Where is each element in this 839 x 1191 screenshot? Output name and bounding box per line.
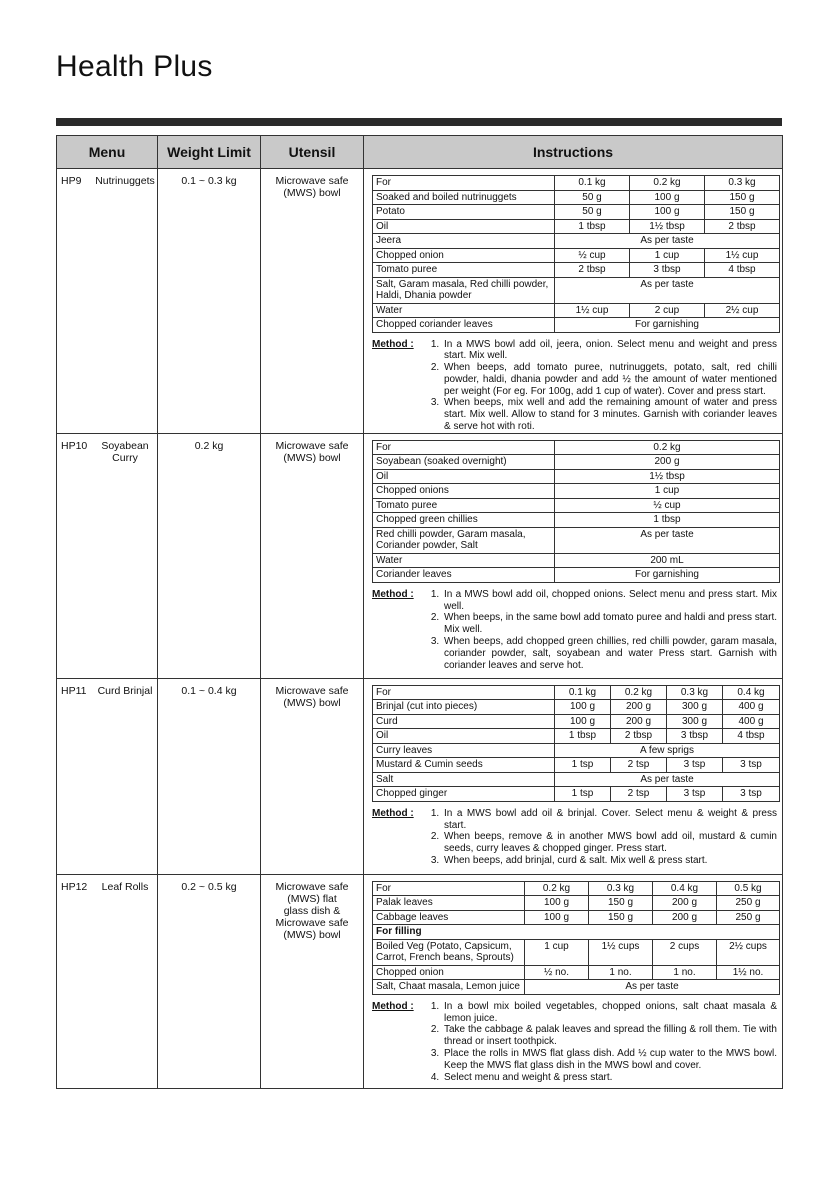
- ingredient-row: [373, 881, 780, 896]
- ingredient-amount: 3 tbsp: [630, 263, 705, 278]
- recipe-utensil: Microwave safe (MWS) bowl: [261, 678, 364, 874]
- ingredient-amount: 4 tbsp: [723, 729, 780, 744]
- ingredient-amount: 150 g: [705, 190, 780, 205]
- ingredient-amount: 1½ cup: [705, 248, 780, 263]
- recipe-code: HP12: [61, 880, 88, 893]
- header-weight-limit: Weight Limit: [158, 136, 261, 169]
- ingredient-name: For filling: [373, 925, 780, 940]
- ingredient-amount: 1 tbsp: [555, 729, 611, 744]
- ingredient-amount: 0.3 kg: [667, 685, 723, 700]
- ingredient-name: Soaked and boiled nutrinuggets: [373, 190, 555, 205]
- ingredient-row: [373, 910, 780, 925]
- ingredient-amount: 100 g: [525, 896, 589, 911]
- ingredient-amount: 3 tsp: [723, 758, 780, 773]
- ingredient-row: [373, 498, 780, 513]
- recipe-name: Nutrinuggets: [95, 175, 155, 187]
- recipe-utensil: Microwave safe (MWS) bowl: [261, 433, 364, 678]
- ingredient-amount: 1 tsp: [555, 758, 611, 773]
- method-steps: [424, 339, 777, 433]
- ingredient-row: [373, 925, 780, 940]
- ingredient-row: [373, 568, 780, 583]
- ingredient-amount: 250 g: [717, 910, 780, 925]
- method-section: [372, 1001, 777, 1084]
- ingredient-row: [373, 469, 780, 484]
- ingredient-amount: For garnishing: [555, 568, 780, 583]
- ingredient-name: Oil: [373, 469, 555, 484]
- ingredient-row: [373, 787, 780, 802]
- ingredient-row: [373, 896, 780, 911]
- ingredient-table: [372, 440, 780, 583]
- recipe-table: [56, 135, 783, 1089]
- method-step: 2. When beeps, remove & in another MWS bowl add oil, mustard & cumin seeds, curry leaves & chopped ginger. Press start.: [442, 831, 777, 855]
- ingredient-amount: 1½ tbsp: [630, 219, 705, 234]
- ingredient-table: [372, 685, 780, 802]
- recipe-name: Curd Brinjal: [97, 684, 153, 697]
- recipe-row: [57, 169, 783, 434]
- ingredient-row: [373, 248, 780, 263]
- ingredient-amount: ½ cup: [555, 248, 630, 263]
- ingredient-table: [372, 881, 780, 995]
- ingredient-amount: ½ no.: [525, 965, 589, 980]
- method-section: [372, 589, 777, 672]
- ingredient-amount: 2½ cups: [717, 939, 780, 965]
- ingredient-amount: 1½ cup: [555, 303, 630, 318]
- ingredient-name: Coriander leaves: [373, 568, 555, 583]
- ingredient-name: For: [373, 440, 555, 455]
- ingredient-name: Cabbage leaves: [373, 910, 525, 925]
- recipe-menu-cell: [57, 678, 158, 874]
- ingredient-amount: 0.1 kg: [555, 176, 630, 191]
- ingredient-amount: As per taste: [555, 277, 780, 303]
- ingredient-amount: A few sprigs: [555, 743, 780, 758]
- ingredient-row: [373, 277, 780, 303]
- recipe-instructions: [364, 433, 783, 678]
- ingredient-amount: 1 cup: [525, 939, 589, 965]
- ingredient-amount: 1 tbsp: [555, 219, 630, 234]
- recipe-row: [57, 678, 783, 874]
- ingredient-amount: 3 tbsp: [667, 729, 723, 744]
- ingredient-amount: 0.4 kg: [723, 685, 780, 700]
- ingredient-row: [373, 685, 780, 700]
- method-step: 2. When beeps, in the same bowl add tomato puree and haldi and press start. Mix well.: [442, 612, 777, 636]
- ingredient-row: [373, 318, 780, 333]
- ingredient-row: [373, 743, 780, 758]
- ingredient-name: Tomato puree: [373, 263, 555, 278]
- ingredient-amount: 0.2 kg: [611, 685, 667, 700]
- ingredient-row: [373, 714, 780, 729]
- recipe-weight-limit: 0.2 kg: [158, 433, 261, 678]
- recipe-row: [57, 433, 783, 678]
- ingredient-amount: As per taste: [555, 527, 780, 553]
- ingredient-name: For: [373, 881, 525, 896]
- ingredient-amount: 2 tbsp: [705, 219, 780, 234]
- recipe-menu-cell: [57, 874, 158, 1088]
- ingredient-row: [373, 219, 780, 234]
- recipe-menu: [61, 881, 155, 893]
- ingredient-amount: ½ cup: [555, 498, 780, 513]
- ingredient-row: [373, 513, 780, 528]
- ingredient-amount: 1 no.: [653, 965, 717, 980]
- ingredient-name: Brinjal (cut into pieces): [373, 700, 555, 715]
- ingredient-amount: 1 tsp: [555, 787, 611, 802]
- ingredient-amount: 0.2 kg: [630, 176, 705, 191]
- header-menu: Menu: [57, 136, 158, 169]
- ingredient-row: [373, 484, 780, 499]
- method-step: 4. Select menu and weight & press start.: [442, 1072, 777, 1084]
- method-label: Method :: [372, 807, 414, 819]
- ingredient-amount: 2 tbsp: [555, 263, 630, 278]
- ingredient-amount: 200 g: [611, 714, 667, 729]
- ingredient-row: [373, 980, 780, 995]
- ingredient-name: Jeera: [373, 234, 555, 249]
- ingredient-amount: 2 cups: [653, 939, 717, 965]
- ingredient-amount: 2 tbsp: [611, 729, 667, 744]
- recipe-menu-cell: [57, 433, 158, 678]
- ingredient-amount: 4 tbsp: [705, 263, 780, 278]
- ingredient-amount: For garnishing: [555, 318, 780, 333]
- method-step: 3. When beeps, add brinjal, curd & salt. Mix well & press start.: [442, 855, 777, 867]
- recipe-row: [57, 874, 783, 1088]
- ingredient-amount: 2 tsp: [611, 787, 667, 802]
- method-label: Method :: [372, 338, 414, 350]
- recipe-menu: [61, 440, 155, 464]
- ingredient-row: [373, 965, 780, 980]
- recipe-utensil: Microwave safe (MWS) bowl: [261, 169, 364, 434]
- ingredient-name: Chopped coriander leaves: [373, 318, 555, 333]
- recipe-menu-cell: [57, 169, 158, 434]
- method-step: 1. In a MWS bowl add oil, chopped onions. Select menu and press start. Mix well.: [442, 589, 777, 613]
- ingredient-amount: 0.3 kg: [705, 176, 780, 191]
- ingredient-row: [373, 729, 780, 744]
- method-label: Method :: [372, 1000, 414, 1012]
- method-step: 1. In a MWS bowl add oil & brinjal. Cover. Select menu & weight & press start.: [442, 808, 777, 832]
- ingredient-row: [373, 553, 780, 568]
- ingredient-amount: 0.1 kg: [555, 685, 611, 700]
- ingredient-name: Chopped onion: [373, 248, 555, 263]
- ingredient-amount: 2 tsp: [611, 758, 667, 773]
- ingredient-name: Palak leaves: [373, 896, 525, 911]
- ingredient-amount: 3 tsp: [667, 758, 723, 773]
- ingredient-amount: 1 cup: [555, 484, 780, 499]
- ingredient-row: [373, 939, 780, 965]
- ingredient-name: Salt, Garam masala, Red chilli powder, Haldi, Dhania powder: [373, 277, 555, 303]
- ingredient-name: Salt, Chaat masala, Lemon juice: [373, 980, 525, 995]
- ingredient-amount: 0.2 kg: [525, 881, 589, 896]
- ingredient-name: For: [373, 685, 555, 700]
- ingredient-row: [373, 263, 780, 278]
- ingredient-row: [373, 234, 780, 249]
- ingredient-name: Potato: [373, 205, 555, 220]
- ingredient-amount: 100 g: [525, 910, 589, 925]
- method-step: 1. In a bowl mix boiled vegetables, chopped onions, salt chaat masala & lemon juice.: [442, 1001, 777, 1025]
- ingredient-amount: As per taste: [555, 234, 780, 249]
- ingredient-amount: 0.2 kg: [555, 440, 780, 455]
- ingredient-row: [373, 303, 780, 318]
- ingredient-amount: 0.3 kg: [589, 881, 653, 896]
- method-step: 1. In a MWS bowl add oil, jeera, onion. Select menu and weight and press start. Mix well.: [442, 339, 777, 363]
- ingredient-name: Chopped onion: [373, 965, 525, 980]
- ingredient-amount: 300 g: [667, 700, 723, 715]
- ingredient-amount: 2 cup: [630, 303, 705, 318]
- ingredient-amount: 200 g: [555, 455, 780, 470]
- method-step: 2. When beeps, add tomato puree, nutrinuggets, potato, salt, red chilli powder, haldi, dhania powder and add ½ the amount of water mentioned per weight (For eg. For 100g, add 1 cup of water). Cover and press start.: [442, 362, 777, 397]
- ingredient-row: [373, 772, 780, 787]
- ingredient-name: Soyabean (soaked overnight): [373, 455, 555, 470]
- ingredient-amount: 400 g: [723, 700, 780, 715]
- recipe-weight-limit: 0.1 ~ 0.3 kg: [158, 169, 261, 434]
- ingredient-amount: 1 cup: [630, 248, 705, 263]
- method-step: 3. When beeps, mix well and add the remaining amount of water and press start. Mix well. Allow to stand for 3 minutes. Garnish with coriander leaves & serve hot with roti.: [442, 397, 777, 432]
- method-section: [372, 808, 777, 867]
- ingredient-row: [373, 440, 780, 455]
- ingredient-amount: 200 mL: [555, 553, 780, 568]
- recipe-weight-limit: 0.2 ~ 0.5 kg: [158, 874, 261, 1088]
- method-steps: [424, 808, 777, 867]
- ingredient-row: [373, 455, 780, 470]
- ingredient-table: [372, 175, 780, 333]
- ingredient-amount: 250 g: [717, 896, 780, 911]
- recipe-instructions: [364, 169, 783, 434]
- ingredient-name: Tomato puree: [373, 498, 555, 513]
- ingredient-row: [373, 205, 780, 220]
- ingredient-amount: 150 g: [705, 205, 780, 220]
- ingredient-amount: 2½ cup: [705, 303, 780, 318]
- ingredient-row: [373, 190, 780, 205]
- ingredient-amount: 100 g: [630, 205, 705, 220]
- ingredient-name: For: [373, 176, 555, 191]
- ingredient-amount: 200 g: [653, 910, 717, 925]
- ingredient-amount: 50 g: [555, 190, 630, 205]
- ingredient-amount: 50 g: [555, 205, 630, 220]
- recipe-instructions: [364, 678, 783, 874]
- ingredient-name: Red chilli powder, Garam masala, Coriander powder, Salt: [373, 527, 555, 553]
- ingredient-name: Curd: [373, 714, 555, 729]
- method-label: Method :: [372, 588, 414, 600]
- method-step: 2. Take the cabbage & palak leaves and spread the filling & roll them. Tie with thread or insert toothpick.: [442, 1024, 777, 1048]
- ingredient-row: [373, 758, 780, 773]
- ingredient-row: [373, 176, 780, 191]
- ingredient-name: Boiled Veg (Potato, Capsicum, Carrot, French beans, Sprouts): [373, 939, 525, 965]
- ingredient-name: Salt: [373, 772, 555, 787]
- ingredient-amount: 0.5 kg: [717, 881, 780, 896]
- recipe-code: HP10: [61, 439, 88, 452]
- recipe-name: Leaf Rolls: [101, 880, 149, 893]
- recipe-code: HP9: [61, 175, 82, 187]
- ingredient-amount: 1 tbsp: [555, 513, 780, 528]
- ingredient-row: [373, 700, 780, 715]
- page-title: Health Plus: [56, 50, 213, 83]
- ingredient-amount: 3 tsp: [723, 787, 780, 802]
- ingredient-amount: 1 no.: [589, 965, 653, 980]
- recipe-utensil: Microwave safe (MWS) flat glass dish & Microwave safe (MWS) bowl: [261, 874, 364, 1088]
- ingredient-amount: 3 tsp: [667, 787, 723, 802]
- recipe-name: Soyabean Curry: [101, 439, 149, 464]
- method-section: [372, 339, 777, 433]
- ingredient-amount: 1½ no.: [717, 965, 780, 980]
- ingredient-name: Chopped green chillies: [373, 513, 555, 528]
- ingredient-amount: 100 g: [555, 700, 611, 715]
- ingredient-name: Water: [373, 303, 555, 318]
- header-utensil: Utensil: [261, 136, 364, 169]
- ingredient-row: [373, 527, 780, 553]
- ingredient-amount: 200 g: [653, 896, 717, 911]
- ingredient-amount: 300 g: [667, 714, 723, 729]
- recipe-menu: [61, 685, 155, 697]
- recipe-instructions: [364, 874, 783, 1088]
- ingredient-name: Oil: [373, 729, 555, 744]
- method-steps: [424, 589, 777, 672]
- ingredient-name: Water: [373, 553, 555, 568]
- ingredient-amount: 100 g: [630, 190, 705, 205]
- title-divider: [56, 118, 782, 126]
- header-row: [57, 136, 783, 169]
- ingredient-amount: 1½ tbsp: [555, 469, 780, 484]
- ingredient-amount: 0.4 kg: [653, 881, 717, 896]
- ingredient-name: Mustard & Cumin seeds: [373, 758, 555, 773]
- ingredient-amount: 400 g: [723, 714, 780, 729]
- ingredient-name: Chopped onions: [373, 484, 555, 499]
- ingredient-amount: 150 g: [589, 910, 653, 925]
- recipe-code: HP11: [61, 684, 87, 697]
- ingredient-amount: 150 g: [589, 896, 653, 911]
- method-step: 3. Place the rolls in MWS flat glass dish. Add ½ cup water to the MWS bowl. Keep the MWS flat glass dish in the MWS bowl and cover.: [442, 1048, 777, 1072]
- ingredient-amount: As per taste: [525, 980, 780, 995]
- ingredient-amount: 1½ cups: [589, 939, 653, 965]
- ingredient-amount: 200 g: [611, 700, 667, 715]
- header-instructions: Instructions: [364, 136, 783, 169]
- ingredient-amount: As per taste: [555, 772, 780, 787]
- method-steps: [424, 1001, 777, 1084]
- ingredient-name: Oil: [373, 219, 555, 234]
- recipe-menu: [61, 175, 155, 187]
- ingredient-name: Curry leaves: [373, 743, 555, 758]
- method-step: 3. When beeps, add chopped green chillies, red chilli powder, garam masala, coriander powder, salt, soyabean and water Press start. Garnish with coriander leaves and serve hot.: [442, 636, 777, 671]
- ingredient-amount: 100 g: [555, 714, 611, 729]
- recipe-weight-limit: 0.1 ~ 0.4 kg: [158, 678, 261, 874]
- ingredient-name: Chopped ginger: [373, 787, 555, 802]
